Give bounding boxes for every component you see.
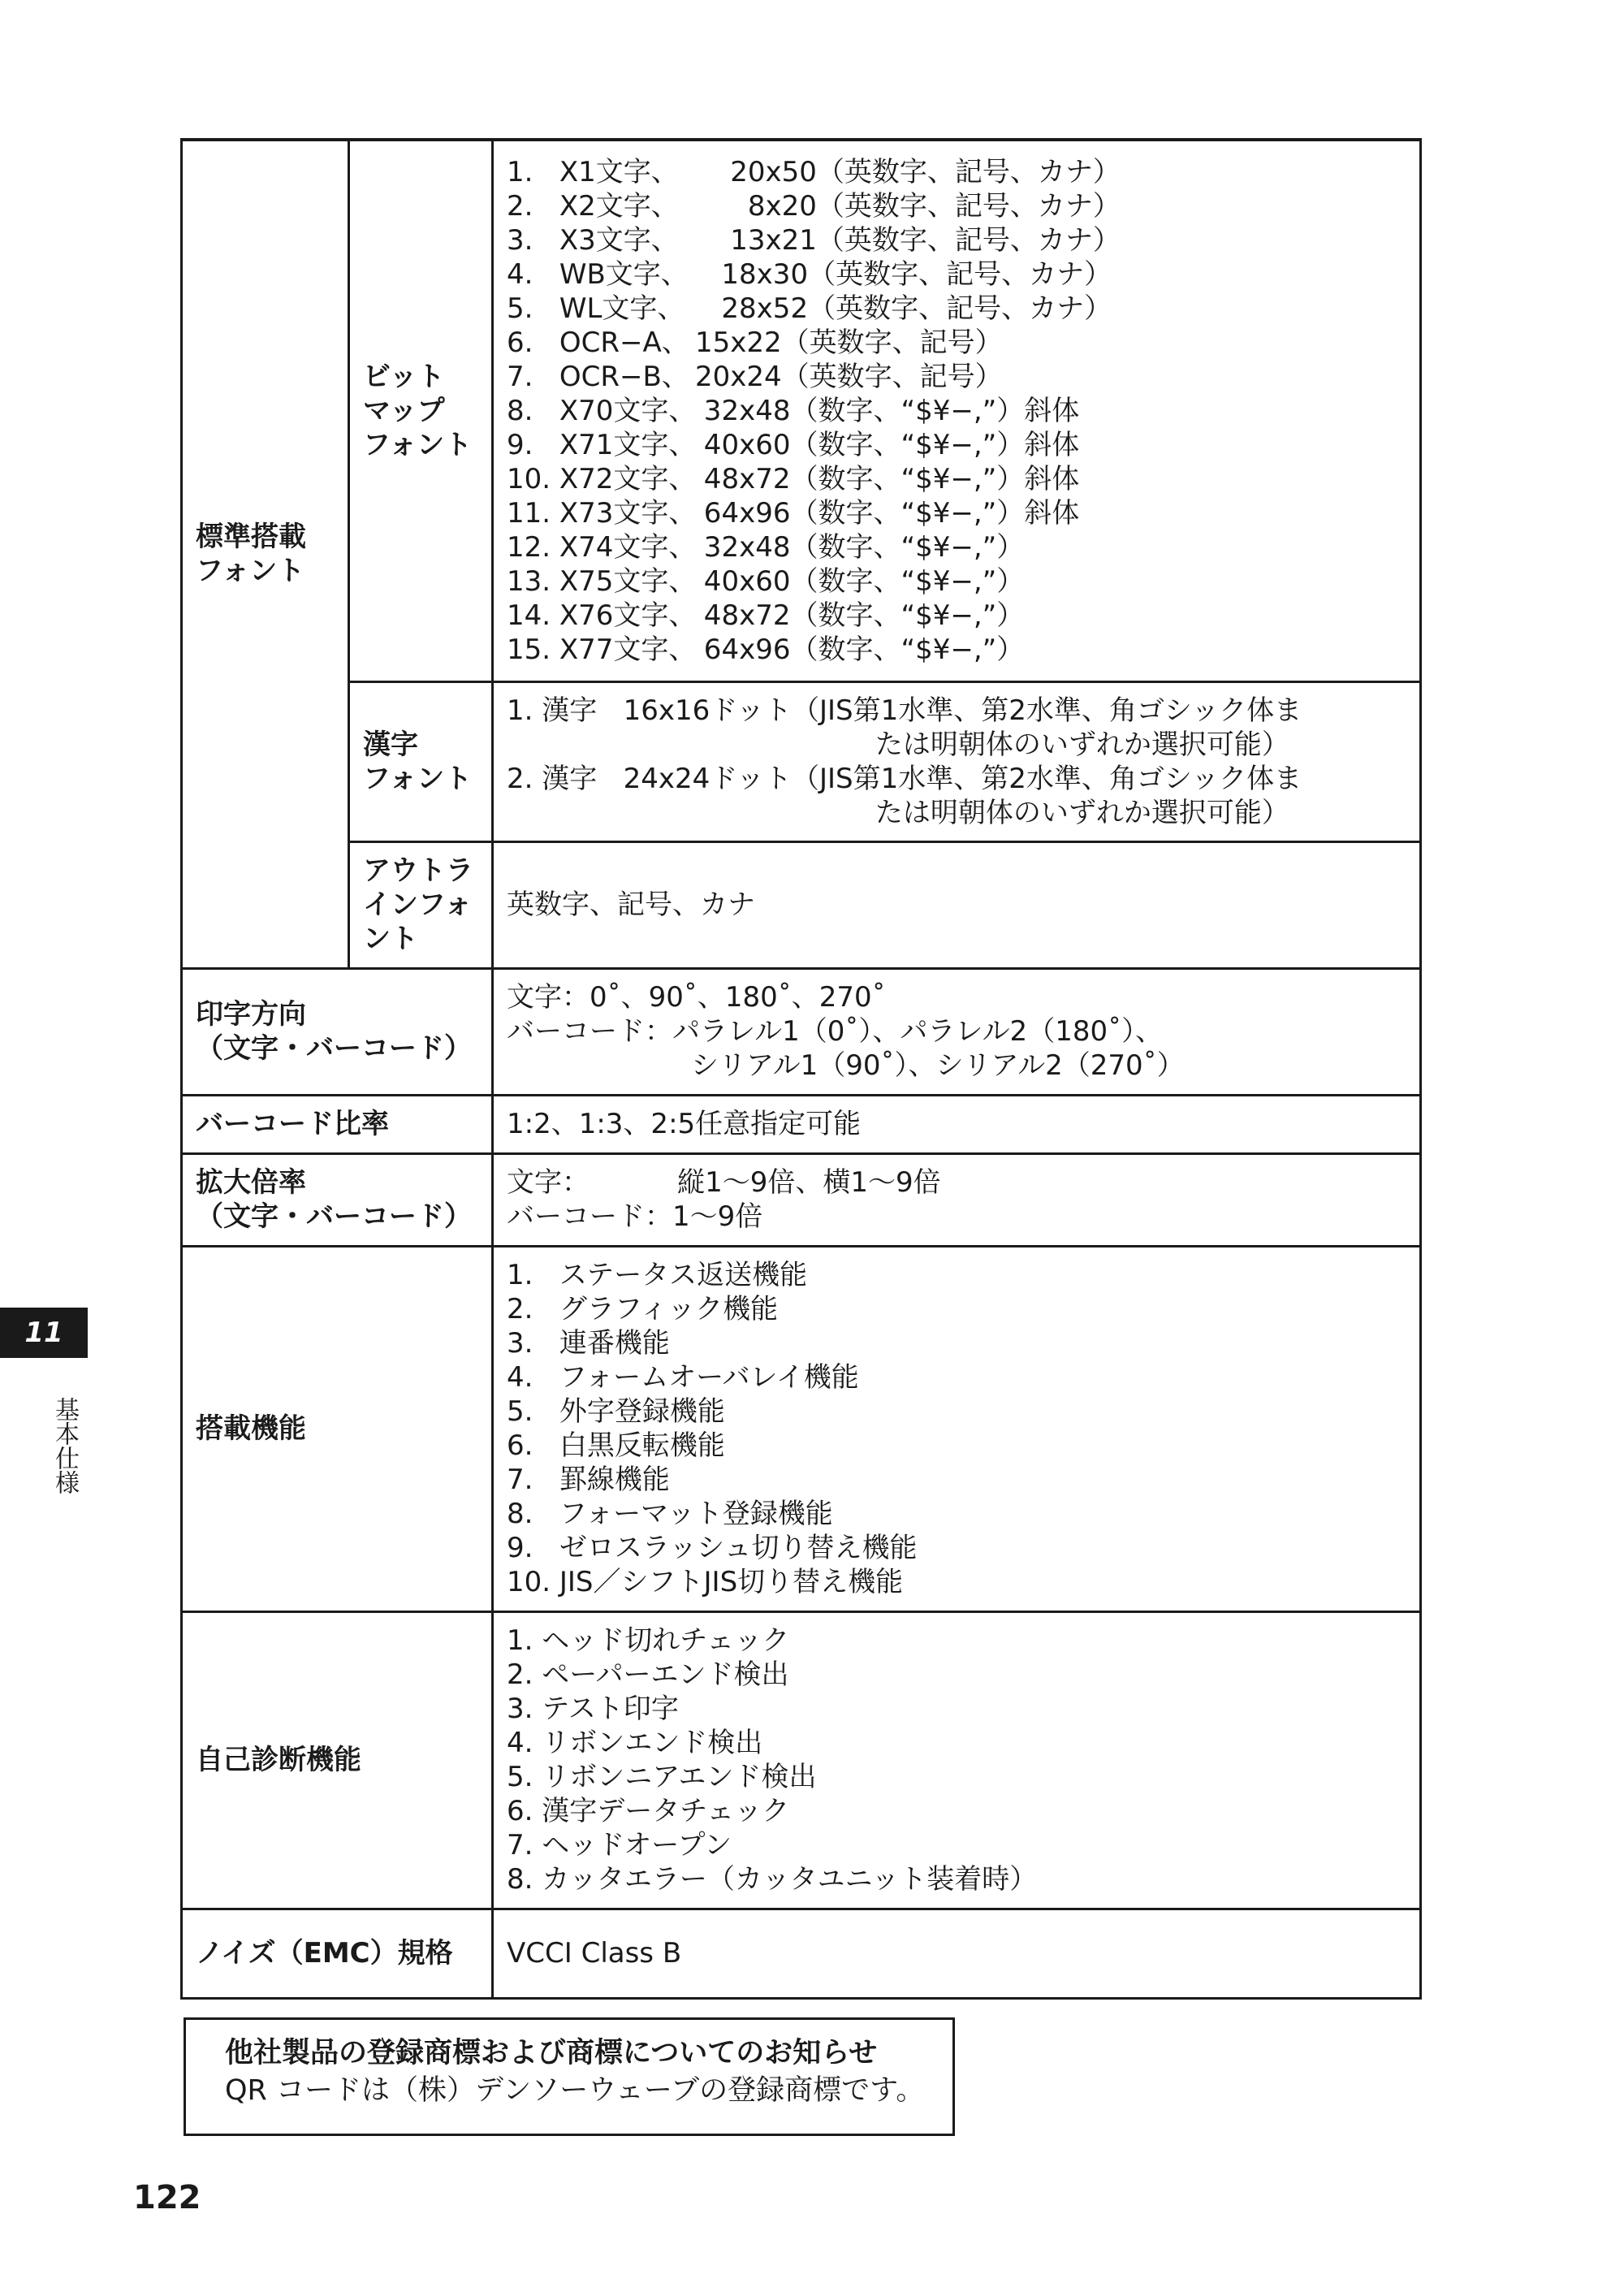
- kanji-line: たは明朝体のいずれか選択可能）: [507, 728, 1289, 761]
- self-diagnosis-item: 6. 漢字データチェック: [507, 1795, 790, 1827]
- table-row: [182, 1153, 1421, 1246]
- bitmap-font-spec: 32x48（数字、“$¥−,”）: [695, 530, 1025, 564]
- bitmap-font-spec: 64x96（数字、“$¥−,”）: [695, 633, 1025, 666]
- direction-line: バーコード：パラレル1（0˚）、パラレル2（180˚）、: [507, 1015, 1164, 1048]
- row-label-magnification: 拡大倍率 （文字・バーコード）: [182, 1153, 493, 1246]
- bitmap-font-spec: 28x52（英数字、記号、カナ）: [695, 292, 1112, 325]
- bitmap-font-spec: 8x20（英数字、記号、カナ）: [695, 189, 1121, 223]
- notice-title: 他社製品の登録商標および商標についてのお知らせ: [225, 2037, 878, 2069]
- bitmap-font-item: [507, 462, 1419, 496]
- bitmap-font-name: 9. X71文字、: [507, 428, 697, 461]
- bitmap-font-item: [507, 633, 1419, 667]
- bitmap-font-spec: 20x50（英数字、記号、カナ）: [695, 155, 1121, 188]
- bitmap-font-item: [507, 292, 1419, 326]
- magnification-line: 文字： 縦1〜9倍、横1〜9倍: [507, 1166, 941, 1199]
- chapter-tab-label: 基本仕様: [50, 1397, 79, 1494]
- bitmap-font-spec: 18x30（英数字、記号、カナ）: [695, 257, 1112, 291]
- self-diagnosis-list: [493, 1611, 1421, 1909]
- table-row: [182, 140, 1421, 681]
- noise-emc-value: VCCI Class B: [493, 1909, 1421, 1998]
- kanji-line: 2. 漢字 24x24ドット（JIS第1水準、第2水準、角ゴシック体ま: [507, 762, 1302, 795]
- bitmap-font-spec: 64x96（数字、“$¥−,”）斜体: [695, 496, 1080, 530]
- table-row: [182, 1246, 1421, 1611]
- function-item: 4. フォームオーバレイ機能: [507, 1361, 859, 1394]
- bitmap-font-spec: 15x22（英数字、記号）: [695, 326, 1003, 359]
- bitmap-font-name: 10. X72文字、: [507, 462, 697, 495]
- magnification-line: バーコード：1〜9倍: [507, 1200, 763, 1233]
- table-row: [182, 1611, 1421, 1909]
- outline-font-value: 英数字、記号、カナ: [493, 841, 1421, 968]
- bitmap-font-item: [507, 564, 1419, 599]
- bitmap-font-name: 6. OCR−A、: [507, 326, 689, 359]
- notice-body: QR コードは（株）デンソーウェーブの登録商標です。: [225, 2074, 925, 2107]
- function-item: 3. 連番機能: [507, 1327, 670, 1360]
- functions-list: [493, 1246, 1421, 1611]
- row-label-standard-fonts: 標準搭載 フォント: [182, 140, 349, 968]
- bitmap-font-item: [507, 326, 1419, 360]
- chapter-tab-number: 11: [0, 1308, 88, 1358]
- function-item: 2. グラフィック機能: [507, 1293, 779, 1325]
- bitmap-font-name: 8. X70文字、: [507, 394, 697, 427]
- direction-line: シリアル1（90˚）、シリアル2（270˚）: [507, 1049, 1185, 1082]
- self-diagnosis-item: 8. カッタエラー（カッタユニット装着時）: [507, 1863, 1038, 1896]
- print-direction-value: [493, 968, 1421, 1095]
- row-label-functions: 搭載機能: [182, 1246, 493, 1611]
- bitmap-font-spec: 13x21（英数字、記号、カナ）: [695, 223, 1121, 257]
- bitmap-font-name: 5. WL文字、: [507, 292, 685, 325]
- self-diagnosis-item: 5. リボンニアエンド検出: [507, 1761, 817, 1793]
- self-diagnosis-item: 3. テスト印字: [507, 1693, 679, 1725]
- bitmap-font-item: [507, 428, 1419, 462]
- function-item: 1. ステータス返送機能: [507, 1259, 808, 1291]
- magnification-value: [493, 1153, 1421, 1246]
- self-diagnosis-item: 2. ペーパーエンド検出: [507, 1658, 789, 1691]
- function-item: 8. フォーマット登録機能: [507, 1498, 833, 1530]
- bitmap-font-spec: 20x24（英数字、記号）: [695, 360, 1003, 393]
- bitmap-font-spec: 40x60（数字、“$¥−,”）: [695, 564, 1025, 598]
- table-row: [182, 968, 1421, 1095]
- self-diagnosis-item: 7. ヘッドオープン: [507, 1829, 732, 1861]
- function-item: 10. JIS／シフトJIS切り替え機能: [507, 1566, 904, 1598]
- kanji-font-list: [493, 681, 1421, 841]
- bitmap-font-name: 4. WB文字、: [507, 257, 689, 291]
- row-label-bitmap-font: ビット マップ フォント: [349, 140, 493, 681]
- table-row: [182, 1095, 1421, 1153]
- bitmap-font-item: [507, 155, 1419, 189]
- bitmap-font-item: [507, 223, 1419, 257]
- direction-line: 文字：0˚、90˚、180˚、270˚: [507, 981, 886, 1014]
- bitmap-font-name: 11. X73文字、: [507, 496, 697, 530]
- bitmap-font-item: [507, 394, 1419, 428]
- trademark-notice: [184, 2017, 955, 2136]
- bitmap-font-item: [507, 530, 1419, 564]
- spec-table: [180, 138, 1422, 2000]
- bitmap-font-name: 13. X75文字、: [507, 564, 697, 598]
- bitmap-font-spec: 48x72（数字、“$¥−,”）: [695, 599, 1025, 632]
- row-label-barcode-ratio: バーコード比率: [182, 1095, 493, 1153]
- function-item: 5. 外字登録機能: [507, 1395, 725, 1428]
- kanji-line: たは明朝体のいずれか選択可能）: [507, 796, 1289, 829]
- page-number: 122: [133, 2179, 201, 2216]
- bitmap-font-name: 3. X3文字、: [507, 223, 679, 257]
- bitmap-font-item: [507, 599, 1419, 633]
- bitmap-font-spec: 32x48（数字、“$¥−,”）斜体: [695, 394, 1080, 427]
- bitmap-font-name: 2. X2文字、: [507, 189, 679, 223]
- row-label-self-diagnosis: 自己診断機能: [182, 1611, 493, 1909]
- row-label-print-direction: 印字方向 （文字・バーコード）: [182, 968, 493, 1095]
- bitmap-font-list: [493, 140, 1421, 681]
- table-row: [182, 681, 1421, 841]
- bitmap-font-item: [507, 360, 1419, 394]
- bitmap-font-item: [507, 189, 1419, 223]
- row-label-kanji-font: 漢字 フォント: [349, 681, 493, 841]
- bitmap-font-spec: 48x72（数字、“$¥−,”）斜体: [695, 462, 1080, 495]
- barcode-ratio-value: 1:2、1:3、2:5任意指定可能: [493, 1095, 1421, 1153]
- function-item: 9. ゼロスラッシュ切り替え機能: [507, 1532, 918, 1564]
- bitmap-font-name: 12. X74文字、: [507, 530, 697, 564]
- function-item: 6. 白黒反転機能: [507, 1429, 725, 1462]
- bitmap-font-name: 7. OCR−B、: [507, 360, 689, 393]
- bitmap-font-item: [507, 496, 1419, 530]
- bitmap-font-spec: 40x60（数字、“$¥−,”）斜体: [695, 428, 1080, 461]
- self-diagnosis-item: 4. リボンエンド検出: [507, 1727, 763, 1759]
- function-item: 7. 罫線機能: [507, 1464, 670, 1496]
- row-label-noise-emc: ノイズ（EMC）規格: [182, 1909, 493, 1998]
- bitmap-font-name: 1. X1文字、: [507, 155, 679, 188]
- row-label-outline-font: アウトラ インフォ ント: [349, 841, 493, 968]
- self-diagnosis-item: 1. ヘッド切れチェック: [507, 1624, 790, 1657]
- table-row: [182, 1909, 1421, 1998]
- kanji-line: 1. 漢字 16x16ドット（JIS第1水準、第2水準、角ゴシック体ま: [507, 694, 1302, 727]
- bitmap-font-name: 15. X77文字、: [507, 633, 697, 666]
- table-row: [182, 841, 1421, 968]
- bitmap-font-name: 14. X76文字、: [507, 599, 697, 632]
- bitmap-font-item: [507, 257, 1419, 292]
